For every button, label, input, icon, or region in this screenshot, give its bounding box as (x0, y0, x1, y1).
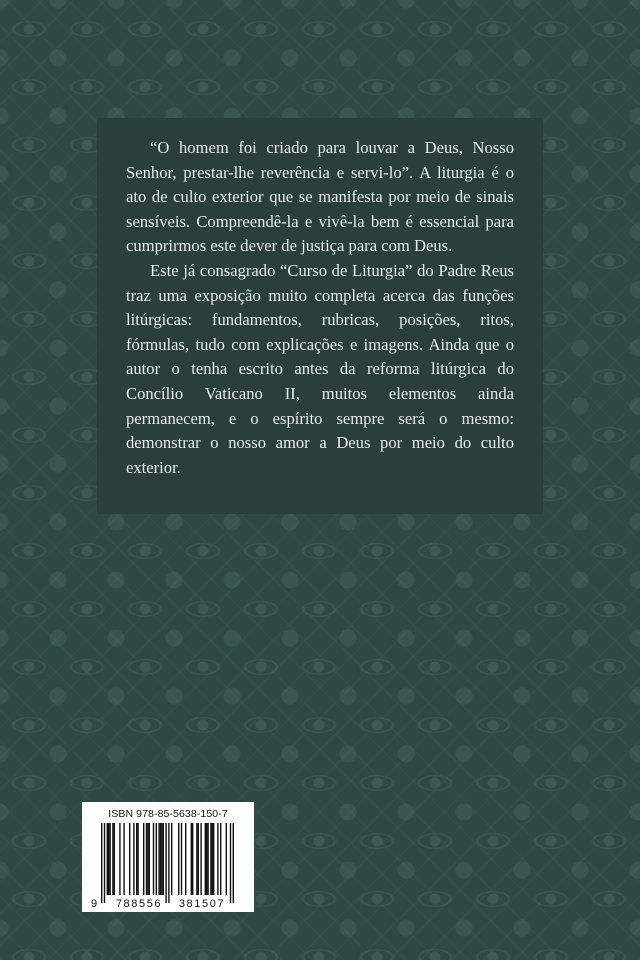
barcode-bar (149, 823, 150, 895)
barcode-bar (192, 823, 193, 895)
synopsis-panel (97, 118, 543, 514)
barcode-bar (153, 823, 154, 895)
barcode-bars (101, 823, 234, 903)
barcode-bar (206, 823, 207, 895)
barcode-bar (112, 823, 113, 895)
barcode-bar (200, 823, 201, 895)
synopsis-paragraph-1: “O homem foi criado para louvar a Deus, Nosso Senhor, prestar-lhe reverência e servi-lo”. A liturgia é o ato de culto exterior que se manifesta por meio de sinais sensíveis. Compreendê-la e vivê-la bem é essencial para cumprirmos este dever de justiça para com Deus. (126, 138, 514, 256)
barcode-bar (107, 823, 108, 895)
synopsis-paragraph-2: Este já consagrado “Curso de Liturgia” do Padre Reus traz uma exposição muito completa acerca das funções litúrgicas: fundamentos, rubricas, posições, ritos, fórmulas, tudo com explicações e imagens. Ainda que o autor o tenha escrito antes da reforma litúrgica do Concílio Vaticano II, muitos elementos ainda permanecem, e o espírito sempre será o mesmo: demonstrar o nosso amor a Deus por meio do culto exterior. (126, 260, 514, 477)
barcode-bar (119, 823, 120, 895)
barcode-bar (123, 823, 124, 895)
barcode-bar (220, 823, 221, 895)
barcode-bar (114, 823, 115, 895)
barcode-bar (146, 823, 147, 895)
barcode-guard-bar (165, 823, 166, 903)
barcode-bar (181, 823, 182, 895)
barcode-bar (129, 823, 130, 895)
barcode-bar (161, 823, 162, 895)
barcode-bar (108, 823, 109, 895)
barcode-bar (212, 823, 213, 895)
barcode-bar (217, 823, 218, 895)
barcode-bar (207, 823, 208, 895)
barcode-bar (226, 823, 227, 895)
barcode-digits-right: 381507 (178, 898, 226, 910)
barcode-bar (143, 823, 144, 895)
barcode-guard-bar (168, 823, 169, 903)
barcode-digit-first: 9 (90, 898, 98, 910)
barcode-guard-bar (101, 823, 102, 903)
barcode-bar (163, 823, 164, 895)
barcode-guard-bar (230, 823, 231, 903)
barcode-bar (136, 823, 137, 895)
barcode-bar (160, 823, 161, 895)
barcode-bar (109, 823, 110, 895)
barcode-bar (213, 823, 214, 895)
barcode-guard-bar (104, 823, 105, 903)
barcode-bar (198, 823, 199, 895)
barcode-bar (185, 823, 186, 895)
barcode-bar (133, 823, 134, 895)
barcode-bar (158, 823, 159, 895)
barcode-bar (147, 823, 148, 895)
isbn-number: ISBN 978-85-5638-150-7 (108, 808, 228, 820)
barcode-bar (210, 823, 211, 895)
barcode-image (90, 823, 246, 911)
barcode-bar (191, 823, 192, 895)
barcode-bar (137, 823, 138, 895)
barcode-bar (196, 823, 197, 895)
isbn-barcode-label (82, 802, 254, 912)
barcode-bar (156, 823, 157, 895)
barcode-bar (171, 823, 172, 895)
barcode-digits-left: 788556 (115, 898, 163, 910)
barcode-bar (205, 823, 206, 895)
barcode-guard-bar (233, 823, 234, 903)
barcode-bar (178, 823, 179, 895)
